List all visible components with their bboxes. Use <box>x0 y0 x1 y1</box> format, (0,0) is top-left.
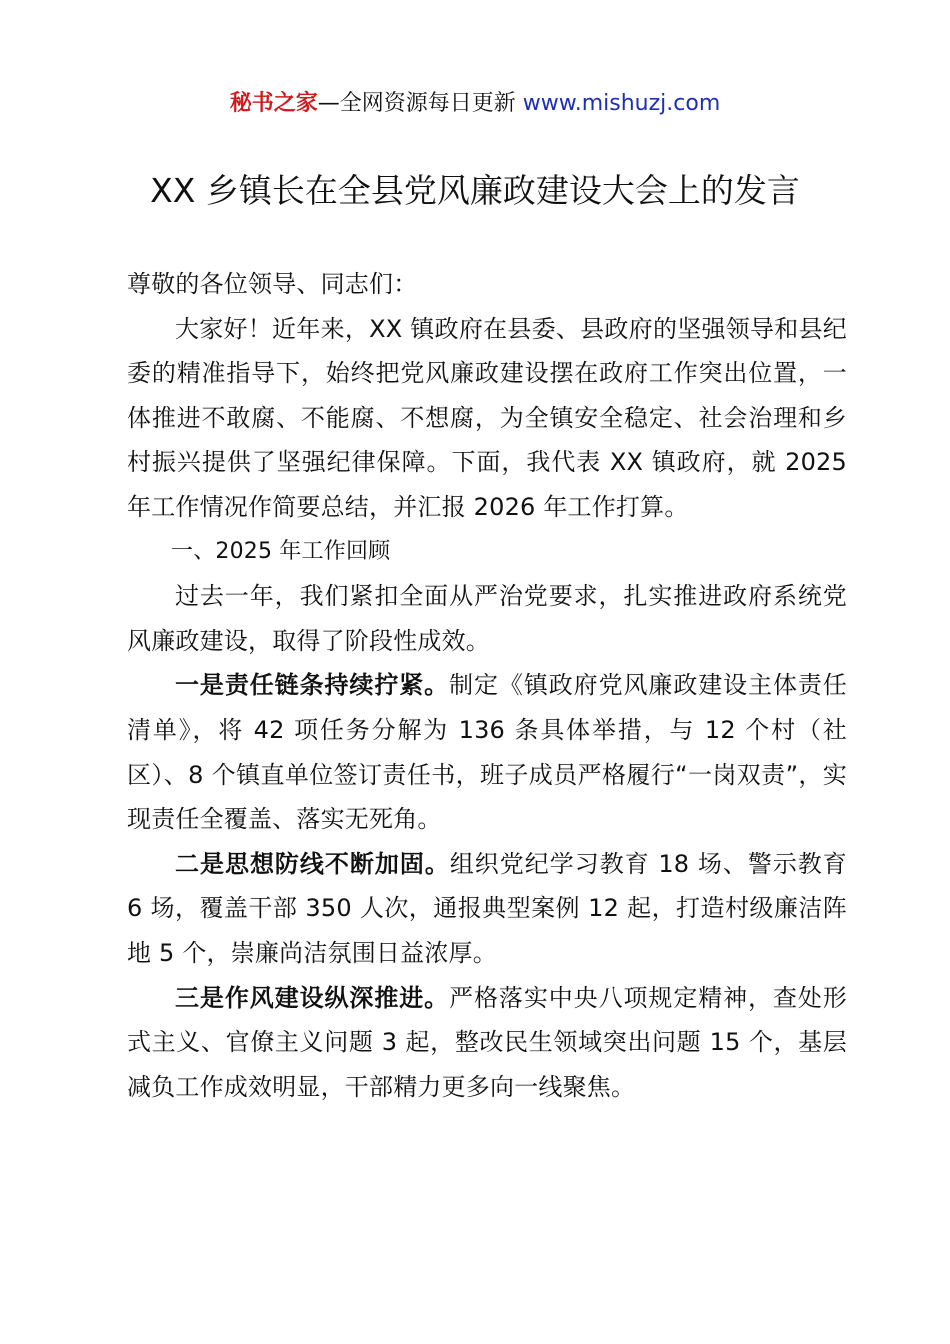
point-lead: 三是作风建设纵深推进。 <box>175 983 450 1012</box>
document-title: XX 乡镇长在全县党风廉政建设大会上的发言 <box>150 171 800 210</box>
site-banner <box>0 88 950 120</box>
salutation: 尊敬的各位领导、同志们： <box>127 270 418 298</box>
document-body <box>127 262 847 1109</box>
section-heading: 一、2025 年工作回顾 <box>171 538 391 564</box>
banner-tagline: —全网资源每日更新 <box>317 91 523 116</box>
section-intro-paragraph: 过去一年，我们紧扣全面从严治党要求，扎实推进政府系统党风廉政建设，取得了阶段性成效。 <box>127 582 847 655</box>
site-url-link[interactable]: www.mishuzj.com <box>522 91 721 116</box>
point-paragraph-1 <box>127 663 847 841</box>
point-lead: 二是思想防线不断加固。 <box>175 849 450 878</box>
point-text: 制定《镇政府党风廉政建设主体责任清单》，将 42 项任务分解为 136 条具体举措，与 12 个村（社区）、8 个镇直单位签订责任书，班子成员严格履行“一岗双责”，实现责任全覆盖、落实无死角。 <box>127 671 848 834</box>
point-text: 严格落实中央八项规定精神，查处形式主义、官僚主义问题 3 起，整改民生领域突出问题 15 个，基层减负工作成效明显，干部精力更多向一线聚焦。 <box>127 983 848 1101</box>
point-text: 组织党纪学习教育 18 场、警示教育 6 场，覆盖干部 350 人次，通报典型案例 12 起，打造村级廉洁阵地 5 个，崇廉尚洁氛围日益浓厚。 <box>127 849 847 967</box>
point-paragraph-2 <box>127 842 847 976</box>
brand-name: 秘书之家 <box>229 91 318 116</box>
point-paragraph-3 <box>127 976 847 1110</box>
intro-paragraph: 大家好！近年来，XX 镇政府在县委、县政府的坚强领导和县纪委的精准指导下，始终把党风廉政建设摆在政府工作突出位置，一体推进不敢腐、不能腐、不想腐，为全镇安全稳定、社会治理和乡村振兴提供了坚强纪律保障。下面，我代表 XX 镇政府，就 2025 年工作情况作简要总结，并汇报 2026 年工作打算。 <box>127 314 847 521</box>
point-lead: 一是责任链条持续拧紧。 <box>175 671 450 700</box>
